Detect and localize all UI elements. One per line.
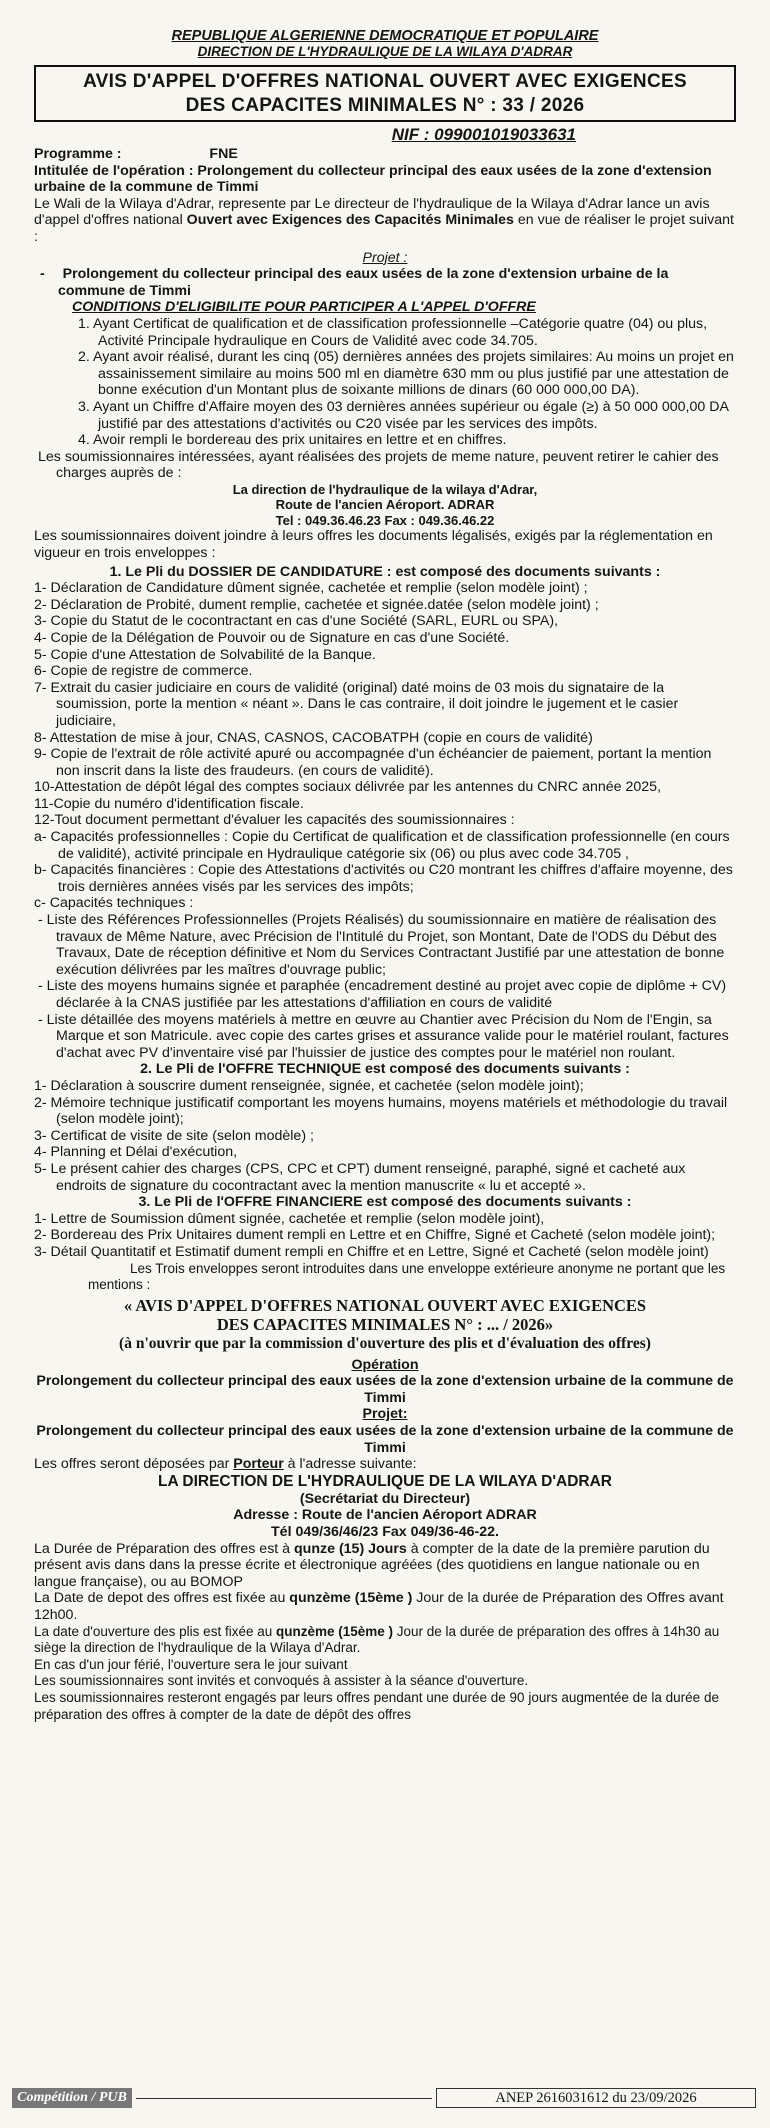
intitule-line <box>34 163 736 196</box>
duree-text-end: à compter de la date de la première parution du présent avis dans dans la presse écrite et électronique agréées (des quotidiens en langue nationale ou en langue française), ou au BOMOP <box>34 1540 710 1590</box>
date-ouverture-paragraph <box>34 1624 736 1657</box>
date-depot-paragraph <box>34 1590 736 1623</box>
republic-header: REPUBLIQUE ALGERIENNE DEMOCRATIQUE ET POPULAIRE <box>171 28 599 44</box>
date-depot-text-start: La Date de depot des offres est fixée au <box>34 1590 290 1607</box>
notice-title-box <box>34 65 736 122</box>
operation-projet-value: Prolongement du collecteur principal des eaux usées de la zone d'extension urbaine de la commune de Timmi <box>36 1423 734 1456</box>
pli3-item: 1- Lettre de Soumission dûment signée, cachetée et remplie (selon modèle joint), <box>34 1210 545 1227</box>
pli1-list <box>34 580 736 829</box>
pli2-title: 2. Le Pli de l'OFFRE TECHNIQUE est composé des documents suivants : <box>140 1061 630 1078</box>
depot-text-end: à l'adresse suivante: <box>283 1456 417 1473</box>
pli1-item: 4- Copie de la Délégation de Pouvoir ou de Signature en cas d'une Société. <box>34 629 510 646</box>
pli2-item: 4- Planning et Délai d'exécution, <box>34 1144 238 1161</box>
pli2-list <box>34 1078 736 1194</box>
duree-paragraph <box>34 1541 736 1591</box>
footer <box>0 2088 770 2110</box>
pli2-item: 1- Déclaration à souscrire dument renseignée, signée, et cachetée (selon modèle joint); <box>34 1077 584 1094</box>
pli1-item: 10-Attestation de dépôt légal des comptes sociaux délivrée par les antennes du CNRC année 2025, <box>34 779 662 796</box>
footer-anep-reference: ANEP 2616031612 du 23/09/2026 <box>436 2088 756 2108</box>
envelope-paragraph: Les Trois enveloppes seront introduites dans une enveloppe extérieure anonyme ne portant que les mentions : <box>88 1260 726 1293</box>
condition-item: 4. Avoir rempli le bordereau des prix unitaires en lettre et en chiffres. <box>78 432 507 449</box>
retrait-address-line1: La direction de l'hydraulique de la wilaya d'Adrar, <box>232 481 538 497</box>
conditions-title: CONDITIONS D'ELIGIBILITE POUR PARTICIPER A L'APPEL D'OFFRE <box>72 299 536 316</box>
date-ouverture-text-end: Jour de la durée de préparation des offres à 14h30 au siège la direction de l'hydraulique de la Wilaya d'Adrar. <box>34 1623 720 1656</box>
engagement-paragraph: Les soumissionnaires resteront engagés par leurs offres pendant une durée de 90 jours augmentée de la durée de préparation des offres à compter de la date de dépôt des offres <box>34 1689 719 1722</box>
date-depot-text-end: Jour de la durée de Préparation des Offres avant 12h00. <box>34 1590 724 1623</box>
wali-paragraph <box>34 196 736 246</box>
depot-address-line1: LA DIRECTION DE L'HYDRAULIQUE DE LA WILAYA D'ADRAR <box>157 1472 612 1490</box>
projet-label: Projet : <box>362 249 408 266</box>
operation-projet-label: Projet: <box>362 1406 408 1423</box>
pli3-item: 3- Détail Quantitatif et Estimatif dument rempli en Chiffre et en Lettre, Signé et Cacheté (selon modèle joint) <box>34 1243 709 1260</box>
notice-title-line1: AVIS D'APPEL D'OFFRES NATIONAL OUVERT AVEC EXIGENCES <box>83 71 687 92</box>
retrait-address <box>34 482 736 529</box>
pli1-item: 9- Copie de l'extrait de rôle activité apuré ou accompagnée d'un échéancier de paiement, portant la mention non inscrit dans la liste des fraudeurs. (en cours de validité). <box>34 746 712 779</box>
pli1-item: 7- Extrait du casier judiciaire en cours de validité (original) daté moins de 03 mois du signataire de la soumission, porte la mention « néant ». Dans le cas contraire, il doit joindre le jugement et le casier judiciaire, <box>34 679 679 729</box>
depot-text-start: Les offres seront déposées par <box>34 1456 234 1473</box>
depot-text-bold: Porteur <box>233 1456 284 1473</box>
pli2-item: 2- Mémoire technique justificatif comportant les moyens humains, moyens matériels et méthodologie du travail (selon modèle joint); <box>34 1094 728 1128</box>
pli3-title: 3. Le Pli de l'OFFRE FINANCIERE est composé des documents suivants : <box>138 1194 632 1211</box>
operation-label: Opération <box>351 1356 419 1373</box>
date-ouverture-text-start: La date d'ouverture des plis est fixée au <box>34 1623 276 1639</box>
pli2-item: 3- Certificat de visite de site (selon modèle) ; <box>34 1127 314 1144</box>
envelope-mention-line3: (à n'ouvrir que par la commission d'ouverture des plis et d'évaluation des offres) <box>119 1334 651 1352</box>
nif-number: NIF : 099001019033631 <box>391 125 576 144</box>
depot-address-line4: Tél 049/36/46/23 Fax 049/36-46-22. <box>271 1524 499 1541</box>
projet-value-line <box>34 266 736 299</box>
pli3-list <box>34 1211 736 1261</box>
depot-address <box>34 1473 736 1541</box>
capacity-technical-material: - Liste détaillée des moyens matériels à mettre en œuvre au Chantier avec Précision du Nom de l'Engin, sa Marque et son Matricule. avec copie des cartes grises et assurance valide pour le matériel roulant, factures d'achat avec PV d'inventaire visé par l'huissier de justice des comptes pour le matériel non roulant. <box>38 1011 729 1061</box>
pli1-item: 12-Tout document permettant d'évaluer les capacités des soumissionnaires : <box>34 812 515 829</box>
retrait-address-line2: Route de l'ancien Aéroport. ADRAR <box>275 497 495 513</box>
capacity-financial: b- Capacités financières : Copie des Attestations d'activités ou C20 montrant les chiffres d'affaire moyenne, des trois dernières années visés par les services des impôts; <box>34 862 733 895</box>
intitule-label: Intitulée de l'opération : <box>34 162 194 179</box>
depot-paragraph <box>34 1456 736 1473</box>
pli1-item: 11-Copie du numéro d'identification fiscale. <box>34 795 304 812</box>
notice-title-line2: DES CAPACITES MINIMALES N° : 33 / 2026 <box>185 95 585 116</box>
depot-address-line3: Adresse : Route de l'ancien Aéroport ADRAR <box>233 1507 537 1524</box>
direction-header: DIRECTION DE L'HYDRAULIQUE DE LA WILAYA D'ADRAR <box>197 44 573 59</box>
documents-intro: Les soumissionnaires doivent joindre à leurs offres les documents légalisés, exigés par la réglementation en vigueur en trois enveloppes : <box>34 528 713 561</box>
wali-text-bold: Ouvert avec Exigences des Capacités Minimales <box>186 212 514 229</box>
condition-item: 2. Ayant avoir réalisé, durant les cinq (05) dernières années des projets similaires: Au moins un projet en assainissement similaire au moins 500 ml en diamètre 630 mm ou plus justifié par une attestation de bonne exécution d'un Montant plus de soixante millions de dinars (60 000 000,00 DA). <box>78 349 734 399</box>
pli1-item: 5- Copie d'une Attestation de Solvabilité de la Banque. <box>34 646 376 663</box>
envelope-mention <box>34 1296 736 1353</box>
envelope-mention-line2: DES CAPACITES MINIMALES N° : ... / 2026» <box>216 1314 554 1334</box>
capacity-technical-references: - Liste des Références Professionnelles (Projets Réalisés) du soumissionnaire en matière de réalisation des travaux de Même Nature, avec Précision de l'Intitulé du Projet, son Montant, Date de l'ODS du Début des Travaux, Date de réception définitive et Nom du Services Contractant Justifié par une attestation de bonne exécution délivrées par les maîtres d'ouvrage public; <box>38 912 725 978</box>
condition-item: 3. Ayant un Chiffre d'Affaire moyen des 03 dernières années supérieur ou égale (≥) à 50 000 000,00 DA justifié par des attestations d'activités ou C20 visée par les services des impôts. <box>78 398 729 432</box>
retrait-address-line3: Tel : 049.36.46.23 Fax : 049.36.46.22 <box>275 512 495 528</box>
pli1-item: 6- Copie de registre de commerce. <box>34 663 253 680</box>
projet-value: Prolongement du collecteur principal des eaux usées de la zone d'extension urbaine de la commune de Timmi <box>58 266 669 299</box>
retrait-paragraph: Les soumissionnaires intéressées, ayant réalisées des projets de meme nature, peuvent retirer le cahier des charges auprès de : <box>38 448 719 482</box>
programme-label: Programme : <box>34 146 122 162</box>
pli1-item: 3- Copie du Statut de le cocontractant en cas d'une Société (SARL, EURL ou SPA), <box>34 613 558 630</box>
pli1-item: 2- Déclaration de Probité, dument remplie, cachetée et signée.datée (selon modèle joint) ; <box>34 596 599 613</box>
duree-text-bold: qunze (15) Jours <box>294 1540 407 1557</box>
intitule-value: Prolongement du collecteur principal des eaux usées de la zone d'extension urbaine de la commune de Timmi <box>34 162 712 196</box>
convocation-line: Les soumissionnaires sont invités et convoqués à assister à la séance d'ouverture. <box>34 1673 529 1689</box>
duree-text-start: La Durée de Préparation des offres est à <box>34 1540 295 1557</box>
capacity-professional: a- Capacités professionnelles : Copie du Certificat de qualification et de classification professionnelle (en cours de validité), activité principale en Hydraulique catégorie six (06) ou plus avec code 34.705 , <box>34 829 730 862</box>
operation-value: Prolongement du collecteur principal des eaux usées de la zone d'extension urbaine de la commune de Timmi <box>36 1373 734 1406</box>
pli2-item: 5- Le présent cahier des charges (CPS, CPC et CPT) dument renseigné, paraphé, signé et cacheté aux endroits de signature du cocontractant avec la mention manuscrite « lu et accepté ». <box>34 1160 686 1194</box>
condition-item: 1. Ayant Certificat de qualification et de classification professionnelle –Catégorie quatre (04) ou plus, Activité Principale hydraulique en Cours de Validité avec code 34.705. <box>78 315 708 349</box>
footer-competition-label: Compétition / PUB <box>12 2088 132 2108</box>
date-ouverture-text-bold: qunzème (15ème ) <box>275 1623 394 1639</box>
capacity-technical: c- Capacités techniques : <box>34 895 194 912</box>
projet-dash: - <box>40 266 45 283</box>
pli1-item: 8- Attestation de mise à jour, CNAS, CASNOS, CACOBATPH (copie en cours de validité) <box>34 729 593 746</box>
wali-text-end: en vue de réaliser le projet suivant : <box>34 212 734 245</box>
capacity-technical-human: - Liste des moyens humains signée et paraphée (encadrement destiné au projet avec copie de diplôme + CV) déclarée à la CNAS justifiée par les attestations d'affiliation en cours de validité <box>38 978 727 1011</box>
programme-line <box>34 146 736 163</box>
pli3-item: 2- Bordereau des Prix Unitaires dument rempli en Lettre et en Chiffre, Signé et Cacheté (selon modèle joint); <box>34 1227 716 1244</box>
pli1-item: 1- Déclaration de Candidature dûment signée, cachetée et remplie (selon modèle joint) ; <box>34 580 588 597</box>
envelope-mention-line1: « AVIS D'APPEL D'OFFRES NATIONAL OUVERT AVEC EXIGENCES <box>123 1295 647 1315</box>
conditions-list <box>34 316 736 449</box>
pli1-title: 1. Le Pli du DOSSIER DE CANDIDATURE : est composé des documents suivants : <box>109 563 661 580</box>
footer-divider <box>136 2098 432 2099</box>
date-depot-text-bold: qunzème (15ème ) <box>289 1590 413 1607</box>
wali-text-start: Le Wali de la Wilaya d'Adrar, represente par Le directeur de l'hydraulique de la Wilaya d'Adrar lance un avis d'appel d'offres national <box>34 195 710 229</box>
depot-address-line2: (Secrétariat du Directeur) <box>299 1490 471 1507</box>
programme-value: FNE <box>209 146 238 162</box>
jour-ferie-line: En cas d'un jour férié, l'ouverture sera le jour suivant <box>34 1656 348 1672</box>
